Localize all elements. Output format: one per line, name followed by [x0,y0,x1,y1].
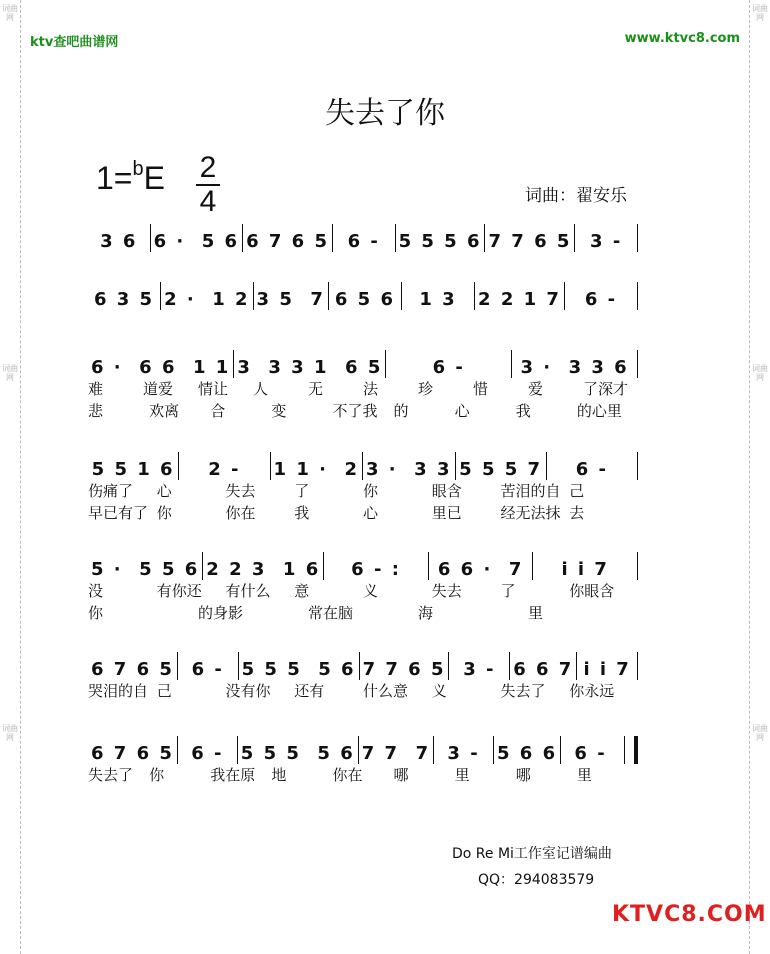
measure-notes: 6 5 6 [334,289,395,310]
score-measure [329,282,402,310]
measure-row [88,350,638,378]
measure-row [88,224,638,252]
lyric-word: 你 [149,766,165,784]
measure-notes: 6 - [432,357,465,378]
lyric-word: 常在脑 [308,604,354,622]
lyric-word: 悲 [88,402,104,420]
lyric-word: 的 [393,402,409,420]
lyric-word: 我 [515,402,531,420]
score-row-5 [88,552,638,624]
score-measure [396,224,486,252]
lyric-line [88,680,638,702]
measure-notes: 1 1 · 2 [273,459,360,480]
score-measure [88,736,178,764]
measure-notes: 5 · 5 5 6 [91,559,200,580]
lyric-word: 苦泪的自 [500,482,561,500]
measure-notes: 6 7 6 5 [246,231,329,252]
lyric-word: 失去了 [88,766,134,784]
studio-credit: Do Re Mi工作室记谱编曲 [452,846,612,862]
lyric-word: 地 [271,766,287,784]
measure-notes: 6 - [584,289,618,310]
measure-notes: 7 7 6 5 [362,659,446,680]
measure-notes: 6 - [191,743,224,764]
measure-notes: 7 7 6 5 [488,231,572,252]
score-measure [494,736,561,764]
score-measure [456,452,547,480]
score-measure [402,282,475,310]
score-measure [239,652,360,680]
lyric-word: 情让 [198,380,229,398]
time-top: 2 [199,151,217,184]
score-measure [88,652,178,680]
key-note: E [143,160,165,196]
score-measure [161,282,253,310]
time-signature [196,153,220,217]
left-margin-strip [0,0,21,954]
lyric-word: 里 [528,604,544,622]
measure-row [88,652,638,680]
lyric-word: 哭泪的自 [88,682,149,700]
lyric-word: 心 [156,482,172,500]
measure-notes: 3 - [463,659,496,680]
score-measure [333,224,396,252]
measure-notes: 6 7 6 5 [91,743,174,764]
lyric-word: 不了我 [332,402,378,420]
score-row-1 [88,224,638,252]
score-measure [179,452,270,480]
score-measure [449,652,510,680]
measure-notes: 1 3 [419,289,457,310]
lyric-word: 己 [569,482,585,500]
measure-notes: 6 · 6 6 1 1 [91,357,231,378]
measure-notes: 5 5 1 6 [91,459,175,480]
measure-notes: 2 2 1 7 [478,289,561,310]
ktvc8-logo[interactable]: KTVC8.COM [612,902,767,927]
score-measure [254,282,329,310]
measure-notes: 6 - : [351,559,401,580]
score-measure [363,452,455,480]
lyric-word: 我 [294,504,310,522]
time-bottom: 4 [199,185,217,218]
score-measure [485,224,575,252]
score-measure [575,224,638,252]
score-measure [151,224,243,252]
lyric-word: 还有 [294,682,325,700]
score-measure [88,452,179,480]
lyric-line [88,580,638,602]
lyric-word: 的身影 [198,604,244,622]
lyric-word: 珍 [418,380,434,398]
score-measure [561,736,620,764]
score-measure [203,552,324,580]
score-measure [360,652,450,680]
lyric-word: 你眼含 [569,582,615,600]
lyric-word: 的心里 [576,402,622,420]
lyric-word: 了 [500,582,516,600]
lyric-line [88,602,638,624]
watermark-text: 词曲网 [752,4,768,22]
measure-notes: 3 - [590,231,623,252]
measure-notes: 2 2 3 1 6 [206,559,321,580]
measure-notes: 6 7 6 5 [91,659,174,680]
lyric-word: 意 [294,582,310,600]
lyric-word: 欢离 [149,402,180,420]
lyric-word: 什么意 [363,682,409,700]
measure-notes: 3 3 3 1 6 5 [237,357,383,378]
lyric-word: 你在 [225,504,256,522]
score-row-6 [88,652,638,702]
watermark-text: 词曲网 [752,364,768,382]
lyric-word: 你在 [332,766,363,784]
score-measure [429,552,534,580]
score-row-3 [88,350,638,422]
lyric-line [88,764,638,786]
lyric-word: 失去了 [500,682,546,700]
measure-notes: 5 5 5 5 6 [241,659,356,680]
lyric-word: 变 [271,402,287,420]
key-prefix: 1= [96,160,133,196]
lyric-word: 里 [576,766,592,784]
lyric-word: 爱 [528,380,544,398]
measure-notes: 6 6 7 [513,659,574,680]
score-measure [512,350,638,378]
lyric-word: 心 [454,402,470,420]
score-measure [234,350,386,378]
lyric-word: 合 [210,402,226,420]
score-measure [359,736,434,764]
lyric-word: 没 [88,582,104,600]
credit-text: 词曲：翟安乐 [525,186,627,206]
lyric-word: 己 [156,682,172,700]
score-measure [547,452,638,480]
lyric-word: 失去 [431,582,462,600]
lyric-word: 没有你 [225,682,271,700]
lyric-word: 失去 [225,482,256,500]
key-signature [96,160,165,197]
measure-notes: 6 - [347,231,380,252]
lyric-line [88,480,638,502]
lyric-word: 惜 [473,380,489,398]
lyric-word: 法 [363,380,379,398]
lyric-line [88,502,638,524]
lyric-word: 你永远 [569,682,615,700]
score-row-4 [88,452,638,524]
measure-notes: 6 - [574,743,607,764]
site-name-link[interactable]: ktv查吧曲谱网 [30,35,119,50]
right-margin-strip [749,0,770,954]
measure-notes: 3 · 3 3 6 [520,357,629,378]
lyric-word: 我在原 [210,766,256,784]
qq-contact: QQ：294083579 [478,872,595,888]
lyric-word: 义 [431,682,447,700]
score-measure [577,652,638,680]
lyric-word: 道爱 [143,380,174,398]
lyric-word: 了 [294,482,310,500]
measure-notes: i i 7 [561,559,609,580]
measure-notes: 6 6 · 7 [437,559,524,580]
final-barline [624,736,638,764]
score-measure [243,224,333,252]
score-measure [238,736,359,764]
measure-notes: 6 - [575,459,609,480]
measure-row [88,552,638,580]
measure-row [88,282,638,310]
measure-notes: 5 5 5 6 [398,231,482,252]
score-measure [88,282,161,310]
lyric-word: 哪 [515,766,531,784]
watermark-text: 词曲网 [2,724,18,742]
lyric-word: 伤痛了 [88,482,134,500]
lyric-word: 了深才 [583,380,629,398]
lyric-word: 你 [363,482,379,500]
lyric-word: 海 [418,604,434,622]
measure-notes: 7 7 7 [361,743,431,764]
measure-notes: 3 5 7 [256,289,325,310]
measure-notes: 5 5 5 5 6 [240,743,355,764]
lyric-word: 你 [88,604,104,622]
lyric-word: 你 [156,504,172,522]
lyric-word: 早已有了 [88,504,149,522]
watermark-text: 词曲网 [2,4,18,22]
measure-row [88,736,638,764]
measure-notes: 5 5 5 7 [459,459,543,480]
lyric-word: 去 [569,504,585,522]
score-measure [324,552,429,580]
score-measure [565,282,638,310]
song-title: 失去了你 [325,96,445,131]
measure-notes: i i 7 [583,659,631,680]
measure-notes: 2 · 1 2 [164,289,250,310]
watermark-text: 词曲网 [752,724,768,742]
measure-notes: 3 6 [100,231,138,252]
lyric-word: 无 [308,380,324,398]
score-measure [271,452,363,480]
score-measure [88,350,234,378]
score-measure [88,552,203,580]
flat-sign: b [132,158,144,180]
score-row-2 [88,282,638,310]
measure-notes: 6 - [191,659,224,680]
lyric-word: 有你还 [156,582,202,600]
measure-notes: 3 - [447,743,480,764]
lyric-word: 里 [454,766,470,784]
lyric-line [88,378,638,400]
score-measure [386,350,512,378]
score-measure [88,224,151,252]
score-measure [178,652,239,680]
score-measure [434,736,494,764]
lyric-word: 哪 [393,766,409,784]
measure-notes: 6 3 5 [93,289,155,310]
score-measure [475,282,565,310]
measure-notes: 2 - [208,459,241,480]
lyric-word: 难 [88,380,104,398]
watermark-text: 词曲网 [2,364,18,382]
measure-notes: 3 · 3 3 [366,459,452,480]
lyric-line [88,400,638,422]
lyric-word: 有什么 [225,582,271,600]
lyric-word: 心 [363,504,379,522]
lyric-word: 义 [363,582,379,600]
lyric-word: 经无法抹 [500,504,561,522]
measure-notes: 5 6 6 [497,743,558,764]
score-row-7 [88,736,638,786]
score-measure [178,736,238,764]
site-url-link[interactable]: www.ktvc8.com [624,31,740,46]
lyric-word: 人 [253,380,269,398]
measure-row [88,452,638,480]
score-measure [510,652,577,680]
score-measure [533,552,638,580]
measure-notes: 6 · 5 6 [153,231,240,252]
lyric-word: 眼含 [431,482,462,500]
lyric-word: 里已 [431,504,462,522]
